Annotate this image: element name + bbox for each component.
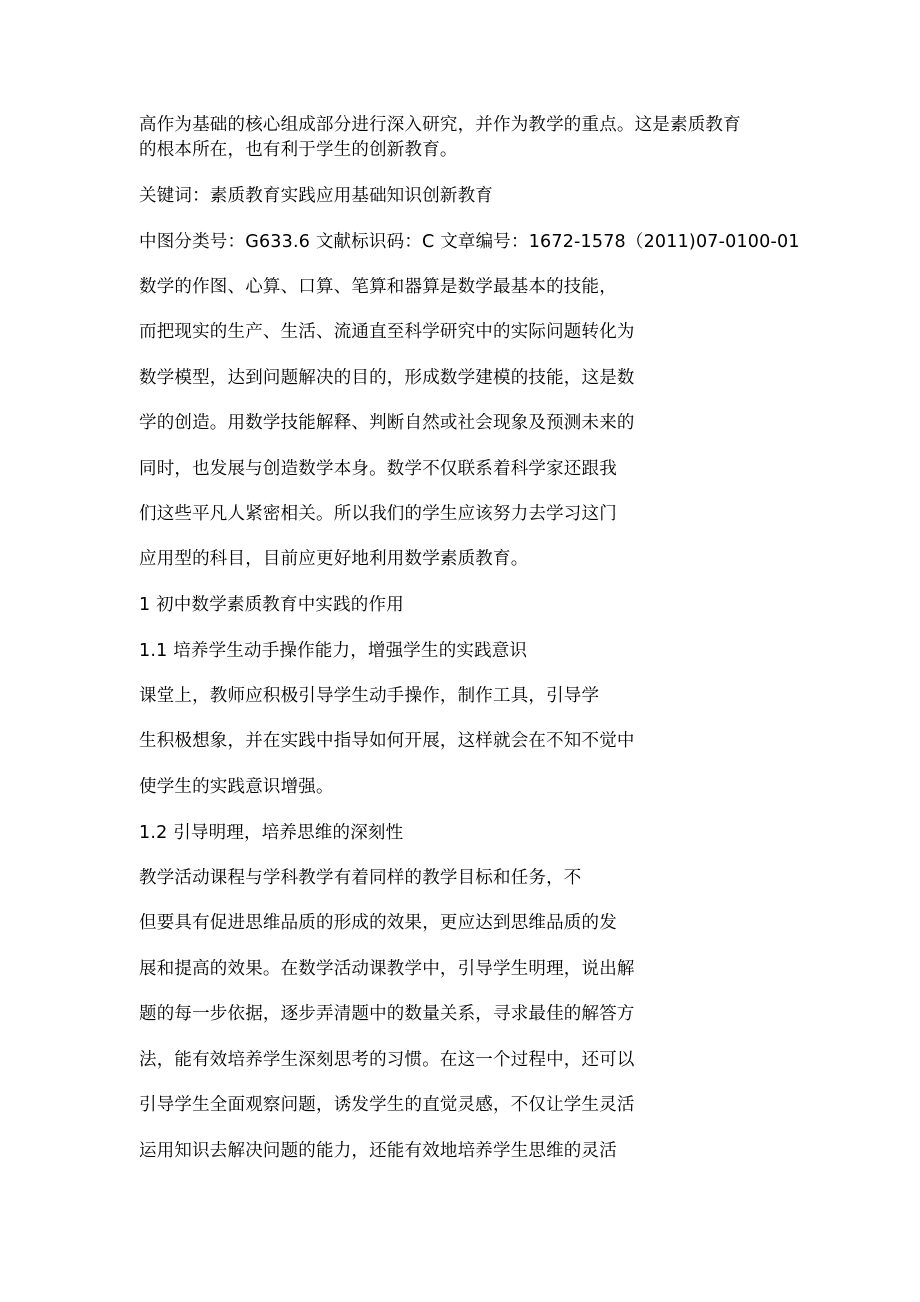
paragraph-line: 数学的作图、心算、口算、笔算和器算是数学最基本的技能， <box>139 277 617 297</box>
subsection-heading: 1.2 引导明理，培养思维的深刻性 <box>139 823 404 843</box>
intro-line: 高作为基础的核心组成部分进行深入研究，并作为教学的重点。这是素质教育 <box>139 115 741 135</box>
paragraph-line: 学的创造。用数学技能解释、判断自然或社会现象及预测未来的 <box>139 413 635 433</box>
paragraph-line: 课堂上，教师应积极引导学生动手操作，制作工具，引导学 <box>139 686 600 706</box>
paragraph-line: 引导学生全面观察问题，诱发学生的直觉灵感，不仅让学生灵活 <box>139 1095 635 1115</box>
paragraph-line: 题的每一步依据，逐步弄清题中的数量关系，寻求最佳的解答方 <box>139 1004 635 1024</box>
paragraph-line: 但要具有促进思维品质的形成的效果，更应达到思维品质的发 <box>139 913 617 933</box>
paragraph-line: 法，能有效培养学生深刻思考的习惯。在这一个过程中，还可以 <box>139 1050 635 1070</box>
classification-line: 中图分类号：G633.6 文献标识码：C 文章编号：1672-1578（2011)07-0100-01 <box>139 232 800 252</box>
section-heading: 1 初中数学素质教育中实践的作用 <box>139 595 404 615</box>
paragraph-line: 同时，也发展与创造数学本身。数学不仅联系着科学家还跟我 <box>139 459 617 479</box>
paragraph-line: 应用型的科目，目前应更好地利用数学素质教育。 <box>139 549 529 569</box>
subsection-heading: 1.1 培养学生动手操作能力，增强学生的实践意识 <box>139 641 528 661</box>
paragraph-line: 运用知识去解决问题的能力，还能有效地培养学生思维的灵活 <box>139 1141 617 1161</box>
intro-line: 的根本所在，也有利于学生的创新教育。 <box>139 140 458 160</box>
paragraph-line: 展和提高的效果。在数学活动课教学中，引导学生明理，说出解 <box>139 959 635 979</box>
paragraph-line: 数学模型，达到问题解决的目的，形成数学建模的技能，这是数 <box>139 368 635 388</box>
paragraph-line: 使学生的实践意识增强。 <box>139 777 334 797</box>
paragraph-line: 教学活动课程与学科教学有着同样的教学目标和任务，不 <box>139 868 582 888</box>
keywords-line: 关键词：素质教育实践应用基础知识创新教育 <box>139 186 493 206</box>
paragraph-line: 生积极想象，并在实践中指导如何开展，这样就会在不知不觉中 <box>139 731 635 751</box>
paragraph-line: 们这些平凡人紧密相关。所以我们的学生应该努力去学习这门 <box>139 504 617 524</box>
paragraph-line: 而把现实的生产、生活、流通直至科学研究中的实际问题转化为 <box>139 322 635 342</box>
